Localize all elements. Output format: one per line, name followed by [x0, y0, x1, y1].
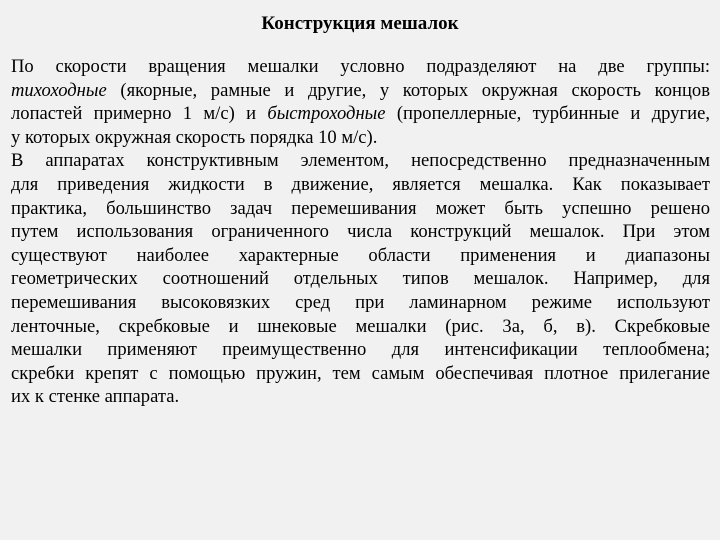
text-line: их к стенке аппарата.: [11, 386, 180, 408]
text-line: для приведения жидкости в движение, является мешалка. Как показывает: [11, 173, 710, 195]
emphasis-term-slow: тихоходные: [11, 79, 107, 101]
text-run: лопастей примерно 1 м/с) и: [11, 103, 268, 125]
text-line: путем использования ограниченного числа конструкций мешалок. При этом: [11, 221, 710, 243]
text-run: у которых окружная скорость порядка 10 м/с).: [11, 126, 378, 148]
text-line: геометрических соотношений отдельных типов мешалок. Например, для: [11, 268, 710, 290]
text-run: (якорные, рамные и другие, у которых окружная скорость концов: [106, 79, 710, 101]
text-line: [11, 102, 710, 126]
emphasis-term-fast: быстроходные: [267, 103, 386, 125]
text-line: практика, большинство задач перемешивания может быть успешно решено: [11, 197, 710, 219]
text-run: (пропеллерные, турбинные и другие,: [385, 103, 710, 125]
text-line: [11, 55, 710, 79]
text-line: [11, 79, 710, 103]
page-title: Конструкция мешалок: [261, 13, 459, 34]
text-line: [11, 126, 710, 150]
text-line: перемешивания высоковязких сред при ламинарном режиме используют: [11, 291, 710, 313]
body-text: [11, 55, 710, 409]
text-line: ленточные, скребковые и шнековые мешалки (рис. 3а, б, в). Скребковые: [11, 315, 710, 337]
text-line: В аппаратах конструктивным элементом, непосредственно предназначенным: [11, 150, 710, 172]
text-line: мешалки применяют преимущественно для интенсификации теплообмена;: [11, 339, 710, 361]
text-line: существуют наиболее характерные области применения и диапазоны: [11, 244, 710, 266]
text-run: По скорости вращения мешалки условно подразделяют на две группы:: [11, 56, 710, 77]
text-line: скребки крепят с помощью пружин, тем самым обеспечивая плотное прилегание: [11, 362, 710, 384]
